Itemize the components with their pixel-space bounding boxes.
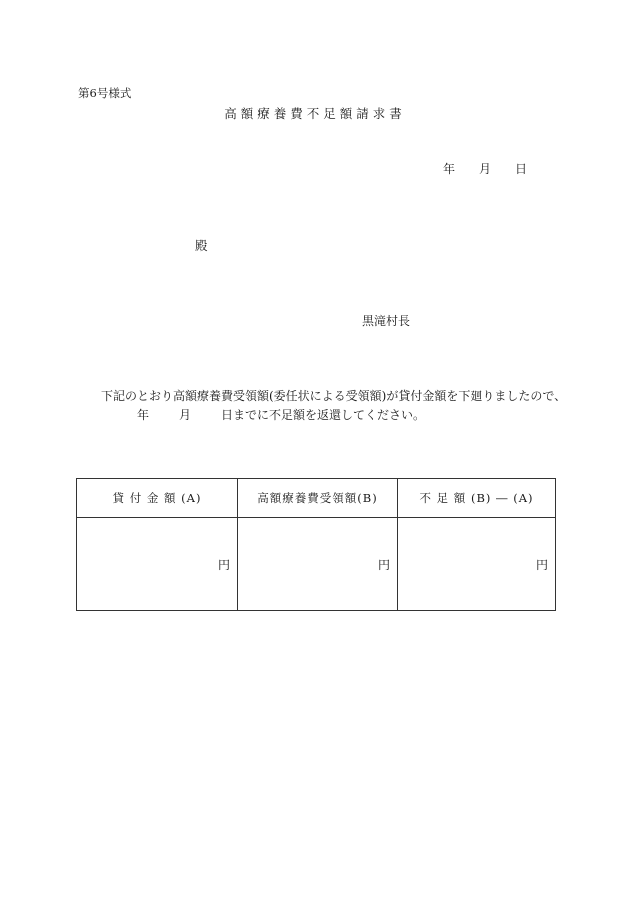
date-line <box>443 160 527 177</box>
loan-amount-cell: 円 <box>77 518 238 611</box>
addressee-honorific: 殿 <box>195 238 208 253</box>
deadline-year: 年 <box>137 408 150 422</box>
date-day: 日 <box>515 162 528 176</box>
date-year: 年 <box>443 162 456 176</box>
document-title: 高額療養費不足額請求書 <box>224 106 406 121</box>
body-text-line-2 <box>137 406 425 423</box>
deadline-rest: 日までに不足額を返還してください。 <box>221 408 426 422</box>
form-number: 第6号様式 <box>78 86 132 100</box>
header-loan-amount: 貸 付 金 額 (A) <box>77 479 238 518</box>
shortfall-amount-cell: 円 <box>398 518 556 611</box>
header-shortfall-amount: 不 足 額 (B) ― (A) <box>398 479 556 518</box>
issuer-name: 黒滝村長 <box>362 314 411 328</box>
header-received-amount: 高額療養費受領額(B) <box>238 479 398 518</box>
deadline-month: 月 <box>179 408 192 422</box>
body-text-line-1: 下記のとおり高額療養費受領額(委任状による受領額)が貸付金額を下廻りましたので、 <box>101 389 567 403</box>
table-header-row <box>77 479 556 518</box>
date-month: 月 <box>479 162 492 176</box>
received-amount-cell: 円 <box>238 518 398 611</box>
amount-table <box>76 478 556 611</box>
table-row <box>77 518 556 611</box>
